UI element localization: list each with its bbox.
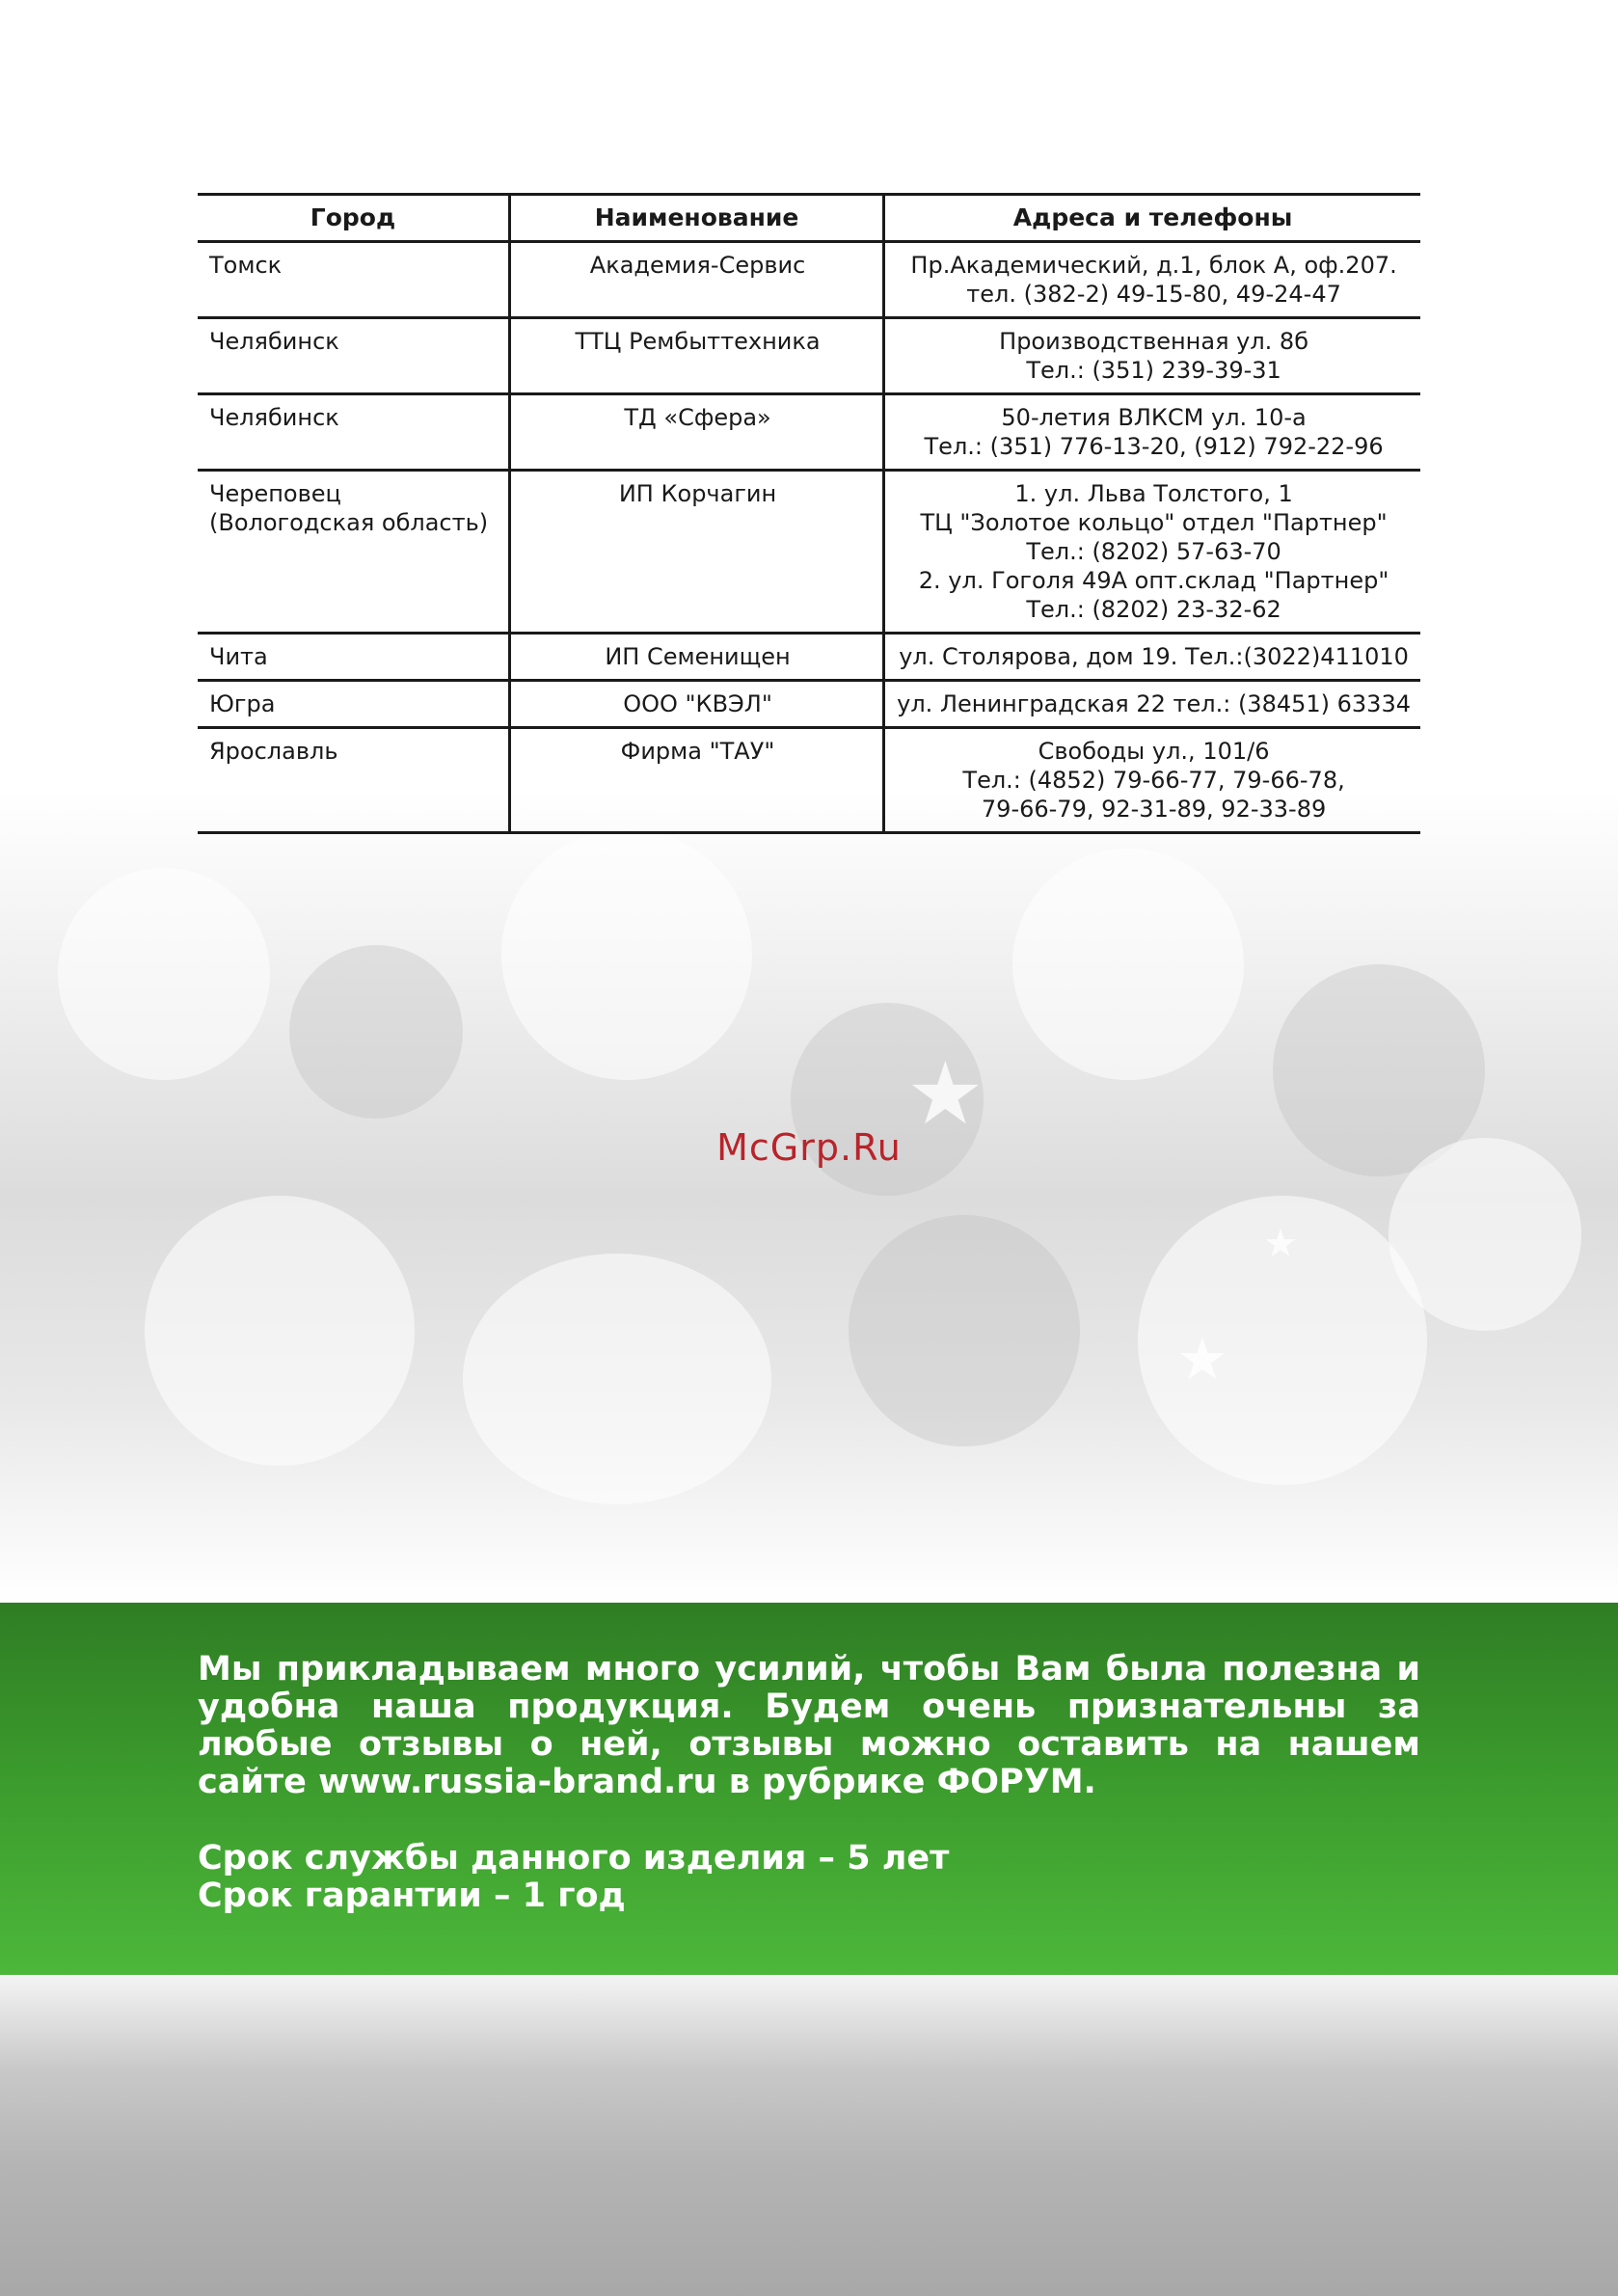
address-line: Тел.: (8202) 57-63-70 (1026, 538, 1281, 565)
cell-name: ТД «Сфера» (509, 394, 883, 471)
address-line: Тел.: (8202) 23-32-62 (1026, 596, 1281, 623)
table-body (198, 242, 1420, 833)
address-line: ул. Ленинградская 22 тел.: (38451) 63334 (897, 690, 1411, 717)
city-line: Челябинск (209, 404, 339, 431)
cell-address (884, 394, 1420, 471)
address-line: Производственная ул. 8б (999, 328, 1308, 355)
cell-address (884, 634, 1420, 681)
address-line: Тел.: (351) 239-39-31 (1026, 357, 1281, 384)
cell-address (884, 681, 1420, 728)
service-centers-table (198, 193, 1420, 834)
cell-city (198, 681, 509, 728)
bokeh-background (0, 791, 1618, 1603)
cell-name: ИП Семенищен (509, 634, 883, 681)
watermark: McGrp.Ru (716, 1126, 902, 1169)
cell-name: Фирма "ТАУ" (509, 728, 883, 833)
table-row (198, 471, 1420, 634)
header-name: Наименование (509, 195, 883, 242)
address-line: 50-летия ВЛКСМ ул. 10-а (1001, 404, 1307, 431)
address-line: Тел.: (4852) 79-66-77, 79-66-78, (962, 767, 1345, 794)
cell-city (198, 242, 509, 318)
city-line: Ярославль (209, 738, 338, 765)
star-icon: ★ (1176, 1326, 1228, 1393)
address-line: Свободы ул., 101/6 (1038, 738, 1270, 765)
city-line: Череповец (209, 480, 341, 507)
cell-address (884, 242, 1420, 318)
cell-address (884, 471, 1420, 634)
service-life: Срок службы данного изделия – 5 лет (198, 1839, 950, 1877)
star-icon: ★ (1263, 1222, 1298, 1266)
star-icon: ★ (906, 1043, 984, 1145)
address-line: ТЦ "Золотое кольцо" отдел "Партнер" (920, 509, 1388, 536)
address-line: Пр.Академический, д.1, блок А, оф.207. (910, 252, 1397, 279)
table-header-row (198, 195, 1420, 242)
city-line: Чита (209, 643, 268, 670)
cell-city (198, 728, 509, 833)
table-row (198, 634, 1420, 681)
address-line: 79-66-79, 92-31-89, 92-33-89 (981, 796, 1327, 823)
address-line: 1. ул. Льва Толстого, 1 (1014, 480, 1293, 507)
city-line: Югра (209, 690, 276, 717)
cell-name: ООО "КВЭЛ" (509, 681, 883, 728)
address-line: тел. (382-2) 49-15-80, 49-24-47 (966, 281, 1341, 308)
header-city: Город (198, 195, 509, 242)
cell-city (198, 318, 509, 394)
city-line: Томск (209, 252, 283, 279)
cell-name: ТТЦ Рембыттехника (509, 318, 883, 394)
warranty-period: Срок гарантии – 1 год (198, 1877, 626, 1915)
address-line: 2. ул. Гоголя 49А опт.склад "Партнер" (918, 567, 1389, 594)
cell-city (198, 471, 509, 634)
address-line: Тел.: (351) 776-13-20, (912) 792-22-96 (924, 433, 1384, 460)
city-line: Челябинск (209, 328, 339, 355)
city-line: (Вологодская область) (209, 509, 489, 536)
table-row (198, 681, 1420, 728)
table-row (198, 394, 1420, 471)
footer-green-band (0, 1603, 1618, 1975)
footer-text-block (198, 1651, 1420, 1915)
table-row (198, 242, 1420, 318)
cell-city (198, 634, 509, 681)
bottom-grey-band (0, 1975, 1618, 2296)
address-line: ул. Столярова, дом 19. Тел.:(3022)411010 (899, 643, 1409, 670)
header-address: Адреса и телефоны (884, 195, 1420, 242)
feedback-message: Мы прикладываем много усилий, чтобы Вам была полезна и удобна наша продукция. Будем очень признательны за любые отзывы о ней, отзывы можно оставить на нашем сайте www.russia-brand.ru в рубрике ФОРУМ. (198, 1650, 1420, 1801)
table-row (198, 318, 1420, 394)
cell-name: ИП Корчагин (509, 471, 883, 634)
cell-city (198, 394, 509, 471)
cell-address (884, 728, 1420, 833)
cell-address (884, 318, 1420, 394)
cell-name: Академия-Сервис (509, 242, 883, 318)
table-row (198, 728, 1420, 833)
